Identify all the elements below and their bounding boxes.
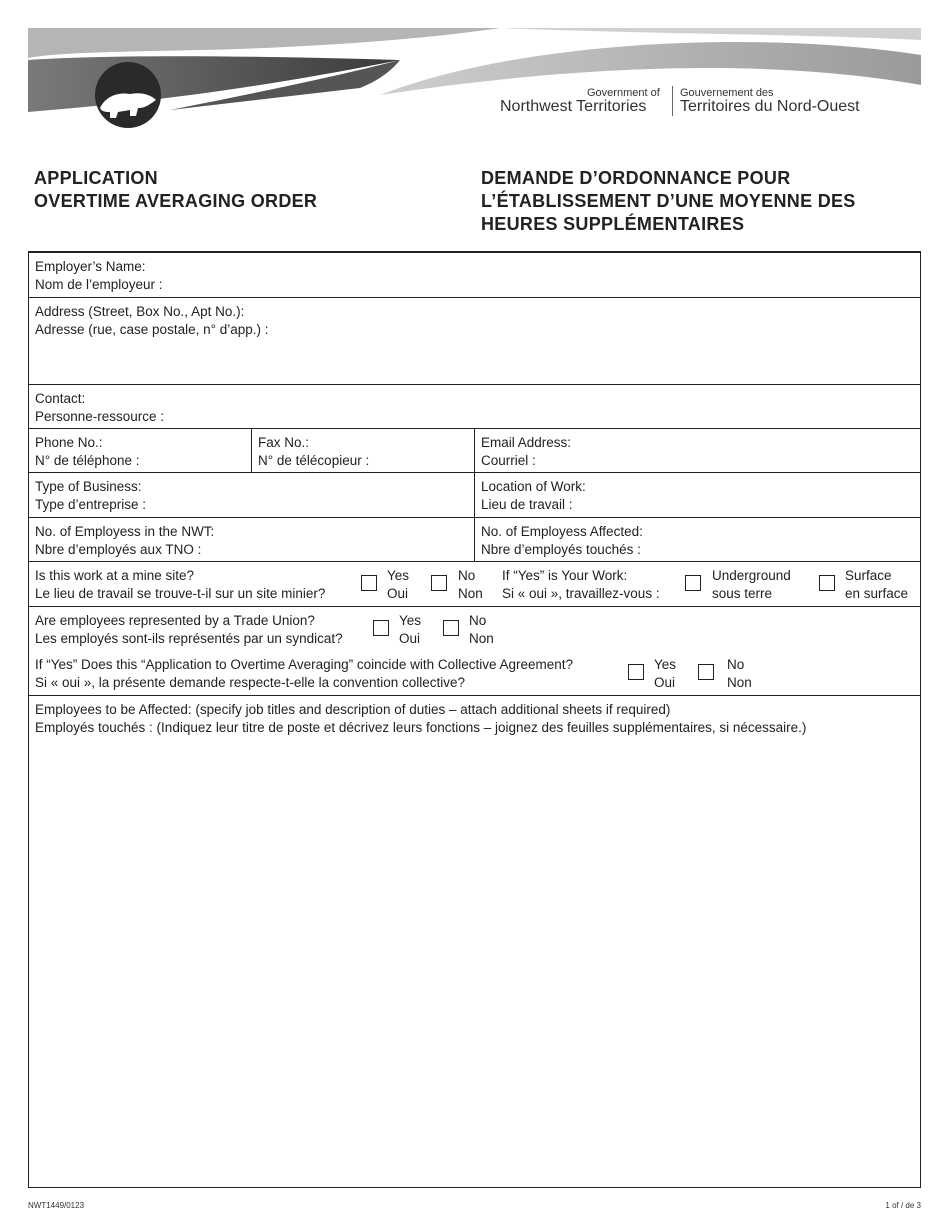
divider [474, 429, 475, 472]
ifyes-label-fr: Si « oui », travaillez-vous : [502, 586, 660, 601]
union-no-label: No [469, 613, 487, 628]
location-label-en: Location of Work: [481, 479, 586, 494]
title-en-line-1: APPLICATION [34, 168, 158, 188]
contact-label-fr: Personne-ressource : [35, 409, 165, 424]
title-fr-line-1: DEMANDE D’ORDONNANCE POUR [481, 168, 791, 188]
employer-name-field[interactable] [29, 253, 920, 298]
ca-yes-label: Yes [654, 657, 677, 672]
location-label-fr: Lieu de travail : [481, 497, 573, 512]
union-non-label: Non [469, 631, 494, 646]
business-label-fr: Type d’entreprise : [35, 497, 147, 512]
ca-no-label: No [727, 657, 745, 672]
surface-checkbox[interactable] [819, 575, 835, 591]
fax-label-fr: N° de télécopieur : [258, 453, 370, 468]
application-form [28, 251, 921, 1188]
ca-label-fr: Si « oui », la présente demande respecte-t-elle la convention collective? [35, 675, 466, 690]
page-number: 1 of / de 3 [885, 1201, 921, 1210]
emp-aff-label-fr: Nbre d’employés touchés : [481, 542, 641, 557]
mine-non-label: Non [458, 586, 483, 601]
emp-nwt-label-fr: Nbre d’employés aux TNO : [35, 542, 202, 557]
business-location-row [29, 473, 920, 518]
affected-label-en: Employees to be Affected: (specify job titles and description of duties – attach additional sheets if required) [35, 702, 671, 717]
mine-site-row [29, 562, 920, 607]
email-label-en: Email Address: [481, 435, 572, 450]
ca-non-label: Non [727, 675, 752, 690]
employees-affected-field[interactable] [29, 696, 920, 1188]
mine-no-checkbox[interactable] [431, 575, 447, 591]
emp-nwt-label-en: No. of Employess in the NWT: [35, 524, 215, 539]
title-en-line-2: OVERTIME AVERAGING ORDER [34, 191, 318, 211]
underground-label-fr: sous terre [712, 586, 773, 601]
underground-label-en: Underground [712, 568, 791, 583]
email-label-fr: Courriel : [481, 453, 536, 468]
union-label-en: Are employees represented by a Trade Union? [35, 613, 315, 628]
mine-label-fr: Le lieu de travail se trouve-t-il sur un site minier? [35, 586, 326, 601]
contact-label-en: Contact: [35, 391, 86, 406]
phone-label-fr: N° de téléphone : [35, 453, 140, 468]
gov-divider [672, 86, 673, 116]
surface-label-en: Surface [845, 568, 892, 583]
employer-label-fr: Nom de l’employeur : [35, 277, 163, 292]
divider [474, 473, 475, 517]
ca-yes-checkbox[interactable] [628, 664, 644, 680]
business-label-en: Type of Business: [35, 479, 142, 494]
address-field[interactable] [29, 298, 920, 385]
phone-fax-email-row [29, 429, 920, 473]
union-oui-label: Oui [399, 631, 421, 646]
gov-en-name: Northwest Territories [500, 98, 647, 115]
ca-oui-label: Oui [654, 675, 676, 690]
bear-logo-icon [95, 62, 161, 128]
divider [474, 518, 475, 561]
mine-yes-label: Yes [387, 568, 410, 583]
phone-label-en: Phone No.: [35, 435, 103, 450]
divider [251, 429, 252, 472]
address-label-fr: Adresse (rue, case postale, n° d’app.) : [35, 322, 269, 337]
union-label-fr: Les employés sont-ils représentés par un syndicat? [35, 631, 343, 646]
address-label-en: Address (Street, Box No., Apt No.): [35, 304, 245, 319]
mine-label-en: Is this work at a mine site? [35, 568, 195, 583]
gov-en-small: Government of [587, 87, 660, 99]
mine-yes-checkbox[interactable] [361, 575, 377, 591]
fax-label-en: Fax No.: [258, 435, 310, 450]
emp-aff-label-en: No. of Employess Affected: [481, 524, 643, 539]
title-fr-line-3: HEURES SUPPLÉMENTAIRES [481, 214, 745, 234]
title-fr [481, 167, 856, 236]
union-row [29, 607, 920, 696]
gov-fr-small: Gouvernement des [680, 87, 774, 99]
union-yes-label: Yes [399, 613, 422, 628]
employer-label-en: Employer’s Name: [35, 259, 146, 274]
union-yes-checkbox[interactable] [373, 620, 389, 636]
surface-label-fr: en surface [845, 586, 909, 601]
affected-label-fr: Employés touchés : (Indiquez leur titre de poste et décrivez leurs fonctions – joignez des feuilles supplémentaires, si nécessaire.) [35, 720, 807, 735]
mine-no-label: No [458, 568, 476, 583]
union-no-checkbox[interactable] [443, 620, 459, 636]
underground-checkbox[interactable] [685, 575, 701, 591]
employee-count-row [29, 518, 920, 562]
ca-label-en: If “Yes” Does this “Application to Overtime Averaging” coincide with Collective Agreement? [35, 657, 574, 672]
ifyes-label-en: If “Yes” is Your Work: [502, 568, 628, 583]
title-fr-line-2: L’ÉTABLISSEMENT D’UNE MOYENNE DES [481, 191, 856, 211]
ca-no-checkbox[interactable] [698, 664, 714, 680]
gov-fr-name: Territoires du Nord-Ouest [680, 98, 860, 115]
form-number: NWT1449/0123 [28, 1201, 85, 1210]
contact-field[interactable] [29, 385, 920, 429]
mine-oui-label: Oui [387, 586, 409, 601]
title-en [34, 167, 317, 213]
